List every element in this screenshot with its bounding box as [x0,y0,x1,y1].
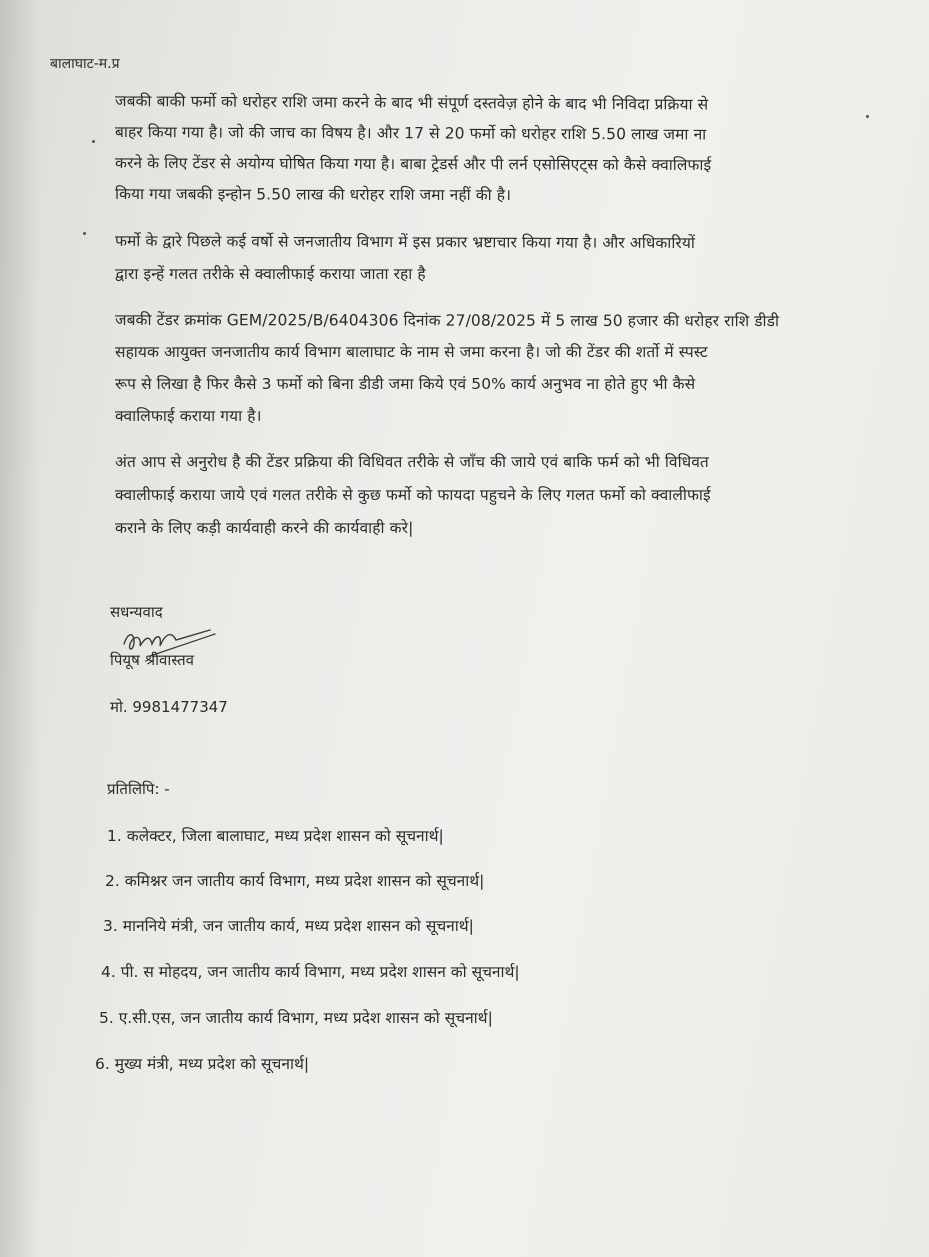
stray-mark [83,232,86,235]
paragraph-1-line-3: करने के लिए टेंडर से अयोग्य घोषित किया गया है। बाबा ट्रेडर्स और पी लर्न एसोसिएट्स को कैसे क्वालिफाई [114,154,712,175]
paragraph-4-line-2: क्वालीफाई कराया जाये एवं गलत तरीके से कुछ फर्मो को फायदा पहुचने के लिए गलत फर्मो को क्वालीफाई [115,486,711,504]
cc-item-5: 5. ए.सी.एस, जन जातीय कार्य विभाग, मध्य प्रदेश शासन को सूचनार्थ| [99,1009,493,1027]
paragraph-1-line-2: बाहर किया गया है। जो की जाच का विषय है। और 17 से 20 फर्मो को धरोहर राशि 5.50 लाख जमा ना [114,123,707,144]
stray-mark [92,140,95,143]
cc-item-4: 4. पी. स मोहदय, जन जातीय कार्य विभाग, मध्य प्रदेश शासन को सूचनार्थ| [101,963,520,981]
stray-mark [866,115,869,118]
paragraph-1-line-1: जबकी बाकी फर्मो को धरोहर राशि जमा करने के बाद भी संपूर्ण दस्तवेज़ होने के बाद भी निविदा प्रक्रिया से [114,92,709,114]
paragraph-1-line-4: किया गया जबकी इन्होन 5.50 लाख की धरोहर राशि जमा नहीं की है। [114,185,512,205]
cc-heading: प्रतिलिपि: - [107,780,170,798]
paragraph-2-line-2: द्वारा इन्हें गलत तरीके से क्वालीफाई कराया जाता रहा है [115,265,426,283]
paragraph-3-line-1: जबकी टेंडर क्रमांक GEM/2025/B/6404306 दिनांक 27/08/2025 में 5 लाख 50 हजार की धरोहर राशि डीडी [114,311,780,331]
paragraph-2-line-1: फर्मो के द्वारे पिछले कई वर्षो से जनजातीय विभाग में इस प्रकार भ्रष्टाचार किया गया है। और अधिकारियों [114,232,696,253]
cc-item-6: 6. मुख्य मंत्री, मध्य प्रदेश को सूचनार्थ| [95,1055,310,1073]
paragraph-4-line-3: कराने के लिए कड़ी कार्यवाही करने की कार्यवाही करे| [115,519,414,537]
paragraph-3-line-4: क्वालिफाई कराया गया है। [115,407,262,425]
cc-item-3: 3. माननिये मंत्री, जन जातीय कार्य, मध्य प्रदेश शासन को सूचनार्थ| [103,917,474,935]
page-edge-shadow [0,0,40,1257]
cc-item-2: 2. कमिश्नर जन जातीय कार्य विभाग, मध्य प्रदेश शासन को सूचनार्थ| [105,872,485,890]
paragraph-3-line-2: सहायक आयुक्त जनजातीय कार्य विभाग बालाघाट के नाम से जमा करना है। जो की टेंडर की शर्तो में स्पस्ट [115,343,708,361]
cc-item-1: 1. कलेक्टर, जिला बालाघाट, मध्य प्रदेश शासन को सूचनार्थ| [107,827,444,845]
signatory-mobile: मो. 9981477347 [110,698,228,716]
signatory-name: पियूष श्रीवास्तव [110,651,194,669]
closing-salutation: सधन्यवाद [110,603,163,621]
paragraph-4-line-1: अंत आप से अनुरोध है की टेंडर प्रक्रिया की विधिवत तरीके से जाँच की जाये एवं बाकि फर्म को भी विधिवत [115,453,709,471]
place-header: बालाघाट-म.प्र [50,56,120,72]
paragraph-3-line-3: रूप से लिखा है फिर कैसे 3 फर्मो को बिना डीडी जमा किये एवं 50% कार्य अनुभव ना होते हुए भी कैसे [115,375,696,393]
